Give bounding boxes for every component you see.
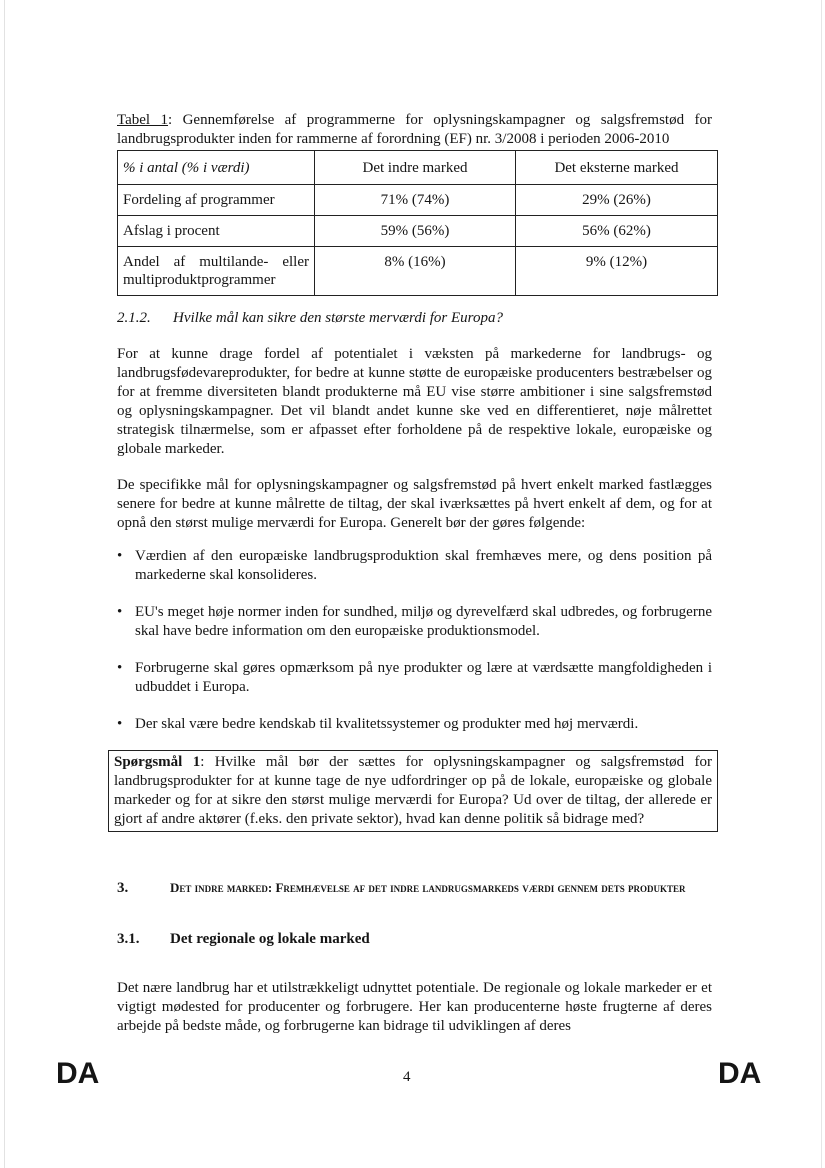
bullet-icon: • [117, 660, 123, 676]
paragraph: De specifikke mål for oplysningskampagner og salgsfremstød på hvert enkelt marked fastlægges senere for bedre at kunne målrette de tiltag, der skal iværksættes på hvert enkelt af dem, og for at opnå den størst mulige merværdi for Europa. Generelt bør der gøres følgende: [117, 477, 712, 531]
paragraph: Det nære landbrug har et utilstrækkeligt udnyttet potentiale. De regionale og lokale markeder er et vigtigt mødested for producenter og forbrugere. Her kan producenterne høste frugterne af deres arbejde på bedste måde, og forbrugerne kan bidrage til udviklingen af deres [117, 980, 712, 1034]
list-item-text: Forbrugerne skal gøres opmærksom på nye produkter og lære at værdsætte mangfoldigheden i udbuddet i Europa. [135, 660, 712, 695]
list-item-text: EU's meget høje normer inden for sundhed, miljø og dyrevelfærd skal udbredes, og forbrugerne skal have bedre information om den europæiske produktionsmodel. [135, 604, 712, 639]
table-row [118, 185, 718, 216]
list-item-text: Værdien af den europæiske landbrugsproduktion skal fremhæves mere, og dens position på markederne skal konsolideres. [135, 548, 712, 583]
footer-language-left: DA [56, 1057, 100, 1090]
table-row [118, 216, 718, 247]
table-caption-text: : Gennemførelse af programmerne for oplysningskampagner og salgsfremstød for landbrugsprodukter inden for rammerne af forordning (EF) nr. 3/2008 i perioden 2006-2010 [117, 112, 712, 147]
question-box [108, 750, 718, 832]
subsection-title: Det regionale og lokale marked [170, 931, 370, 947]
paragraph: For at kunne drage fordel af potentialet i væksten på markederne for landbrugs- og landbrugsfødevareprodukter, for bedre at kunne støtte de europæiske producenters bestræbelser og for at fremme diversiteten blandt produkterne må EU vise større ambitioner i sine salgsfremstød og oplysningskampagner. Det vil blandt andet kunne ske ved en differentieret, nøje målrettet strategisk tilnærmelse, som er afpasset efter forholdene på de respektive lokale, europæiske og globale markeder. [117, 346, 712, 457]
bullet-icon: • [117, 604, 123, 620]
page-number: 4 [403, 1069, 411, 1085]
list-item [117, 603, 712, 641]
table-header-cell: Det indre marked [315, 151, 516, 185]
table-header-row [118, 151, 718, 185]
subsection-title: Hvilke mål kan sikre den største merværdi for Europa? [173, 310, 503, 326]
scan-edge-left [4, 0, 5, 1168]
table-cell: 56% (62%) [516, 216, 718, 247]
table-caption [117, 111, 712, 149]
subsection-heading [117, 309, 712, 328]
list-item [117, 547, 712, 585]
bullet-icon: • [117, 716, 123, 732]
table-cell: Fordeling af programmer [118, 185, 315, 216]
table-caption-label: Tabel 1 [117, 112, 169, 128]
subsection-number: 2.1.2. [117, 310, 151, 326]
scan-edge-right [821, 0, 822, 1168]
table-cell: Andel af multilande- eller multiproduktprogrammer [118, 247, 315, 296]
subsection-number: 3.1. [117, 931, 140, 947]
table-row [118, 247, 718, 296]
section-title: Det indre marked: Fremhævelse af det indre landrugsmarkeds værdi gennem dets produkter [170, 880, 686, 895]
list-item [117, 715, 712, 734]
list-item-text: Der skal være bedre kendskab til kvalitetssystemer og produkter med høj merværdi. [135, 716, 639, 732]
table-header-cell: Det eksterne marked [516, 151, 718, 185]
question-label: Spørgsmål 1 [114, 754, 201, 770]
question-text: : Hvilke mål bør der sættes for oplysningskampagner og salgsfremstød for landbrugsprodukter for at kunne tage de nye udfordringer op på de lokale, europæiske og globale markeder og for at sikre den størst mulige merværdi for Europa? Ud over de tiltag, der allerede er gjort af andre aktører (f.eks. den private sektor), hvad kan denne politik så bidrage med? [114, 754, 712, 827]
bullet-icon: • [117, 548, 123, 564]
bullet-list [117, 547, 712, 734]
table-cell: 59% (56%) [315, 216, 516, 247]
footer-language-right: DA [718, 1057, 762, 1090]
table-cell: 29% (26%) [516, 185, 718, 216]
main-content [117, 111, 712, 752]
table-cell: 71% (74%) [315, 185, 516, 216]
table-cell: Afslag i procent [118, 216, 315, 247]
table-header-cell: % i antal (% i værdi) [118, 151, 315, 185]
program-table [117, 150, 718, 296]
table-cell: 8% (16%) [315, 247, 516, 296]
subsection-heading-31 [117, 931, 370, 948]
section-number: 3. [117, 880, 129, 896]
list-item [117, 659, 712, 697]
table-cell: 9% (12%) [516, 247, 718, 296]
